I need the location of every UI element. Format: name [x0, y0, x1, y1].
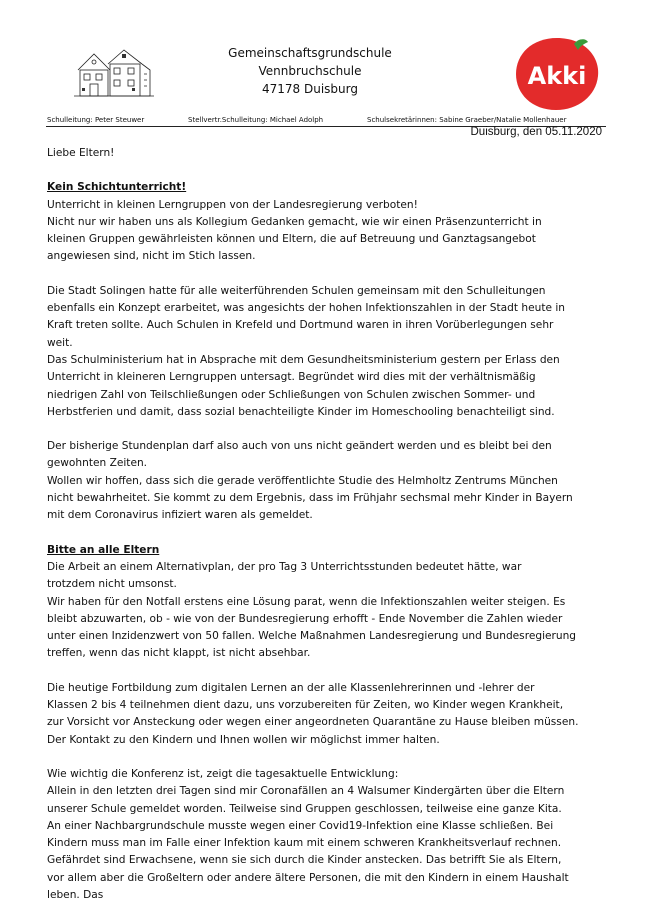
secretaries: Schulsekretärinnen: Sabine Graeber/Natalie Mollenhauer [367, 116, 567, 124]
text-line: zur Vorsicht vor Ansteckung oder wegen einer angeordneten Quarantäne zu Hause bleiben müssen. [47, 716, 579, 729]
text-line: Wie wichtig die Konferenz ist, zeigt die tagesaktuelle Entwicklung: [47, 767, 399, 780]
text-line: Der bisherige Stundenplan darf also auch von uns nicht geändert werden und es bleibt bei den [47, 440, 552, 453]
text-line: unserer Schule gemeldet worden. Teilweise sind Gruppen geschlossen, teilweise eine ganze Kita. [47, 802, 562, 815]
paragraph-3 [47, 438, 609, 524]
text-line: An einer Nachbargrundschule musste wegen einer Covid19-Infektion eine Klasse schließen. Bei [47, 819, 554, 832]
text-line: Der Kontakt zu den Kindern und Ihnen wollen wir möglichst immer halten. [47, 733, 440, 746]
paragraph-1 [47, 197, 609, 266]
school-address: 47178 Duisburg [262, 82, 358, 96]
text-line: Klassen 2 bis 4 teilnehmen dient dazu, uns vorzubereiten für Zeiten, wo Kinder wegen Krankheit, [47, 699, 564, 712]
text-line: ebenfalls ein Konzept erarbeitet, was angesichts der hohen Infektionszahlen in der Stadt heute in [47, 302, 566, 315]
text-line: Die Stadt Solingen hatte für alle weiterführenden Schulen gemeinsam mit den Schulleitungen [47, 284, 546, 297]
deputy-head: Stellvertr.Schulleitung: Michael Adolph [188, 116, 324, 124]
text-line: Wollen wir hoffen, dass sich die gerade veröffentlichte Studie des Helmholtz Zentrums München [47, 474, 558, 487]
school-name: Vennbruchschule [258, 64, 362, 78]
text-line: vor allem aber die Großeltern oder andere ältere Personen, die mit den Kindern in einem Haushalt [47, 871, 569, 884]
text-line: angewiesen sind, nicht im Stich lassen. [47, 250, 256, 263]
text-line: Unterricht in kleinen Lerngruppen von der Landesregierung verboten! [47, 198, 418, 211]
text-line: Wir haben für den Notfall erstens eine Lösung parat, wenn die Infektionszahlen weiter steigen. Es [47, 595, 566, 608]
head-of-school: Schulleitung: Peter Steuwer [47, 116, 145, 124]
text-line: Kindern muss man im Falle einer Infektion kaum mit einem schweren Krankheitsverlauf rechnen. [47, 837, 562, 850]
text-line: nicht bewahrheitet. Sie kommt zu dem Ergebnis, dass im Frühjahr sechsmal mehr Kinder in Bayern [47, 492, 573, 505]
text-line: Die heutige Fortbildung zum digitalen Lernen an der alle Klassenlehrerinnen und -lehrer der [47, 681, 535, 694]
text-line: mit dem Coronavirus infiziert waren als gemeldet. [47, 509, 313, 522]
letter-body [47, 145, 609, 904]
text-line: Kraft treten sollte. Auch Schulen in Krefeld und Dortmund waren in ihren Vorüberlegungen sehr [47, 319, 554, 332]
text-line: Die Arbeit an einem Alternativplan, der pro Tag 3 Unterrichtsstunden bedeutet hätte, war [47, 560, 522, 573]
paragraph-4 [47, 559, 609, 663]
text-line: weit. [47, 336, 73, 349]
text-line: Nicht nur wir haben uns als Kollegium Gedanken gemacht, wie wir einen Präsenzunterricht in [47, 215, 542, 228]
section-title-1: Kein Schichtunterricht! [47, 181, 187, 194]
text-line: bleibt abzuwarten, ob - wie von der Bundesregierung erhofft - Ende November die Zahlen wieder [47, 612, 563, 625]
greeting: Liebe Eltern! [47, 147, 115, 159]
text-line: kleinen Gruppen gewährleisten können und Eltern, die auf Betreuung und Ganztagsangebot [47, 233, 536, 246]
school-building-logo [72, 40, 156, 102]
text-line: unter einen Inzidenzwert von 50 fallen. Welche Maßnahmen Landesregierung und Bundesregierung [47, 630, 577, 643]
text-line: Herbstferien und damit, dass sozial benachteiligte Kinder im Homeschooling benachteiligt sind. [47, 405, 555, 418]
text-line: niedrigen Zahl von Teilschließungen oder Schließungen von Schulen zwischen Sommer- und [47, 388, 536, 401]
text-line: trotzdem nicht umsonst. [47, 578, 177, 591]
text-line: Unterricht in kleineren Lerngruppen untersagt. Begründet wird dies mit der verhältnismäßig [47, 371, 536, 384]
svg-text:Akki: Akki [527, 62, 587, 90]
section-title-2: Bitte an alle Eltern [47, 543, 160, 556]
school-header [190, 44, 430, 98]
text-line: leben. Das [47, 888, 104, 901]
letter-date: Duisburg, den 05.11.2020 [470, 126, 602, 138]
text-line: gewohnten Zeiten. [47, 457, 148, 470]
text-line: Das Schulministerium hat in Absprache mit dem Gesundheitsministerium gestern per Erlass den [47, 353, 560, 366]
paragraph-5 [47, 680, 609, 749]
text-line: treffen, wenn das nicht klappt, ist nicht absehbar. [47, 647, 311, 660]
text-line: Gefährdet sind Erwachsene, wenn sie sich durch die Kinder anstecken. Das betrifft Sie als Eltern, [47, 854, 562, 867]
paragraph-6 [47, 766, 609, 904]
paragraph-2 [47, 283, 609, 421]
akki-logo [512, 34, 602, 114]
school-type: Gemeinschaftsgrundschule [228, 46, 392, 60]
text-line: Allein in den letzten drei Tagen sind mir Coronafällen an 4 Walsumer Kindergärten über die Eltern [47, 785, 565, 798]
